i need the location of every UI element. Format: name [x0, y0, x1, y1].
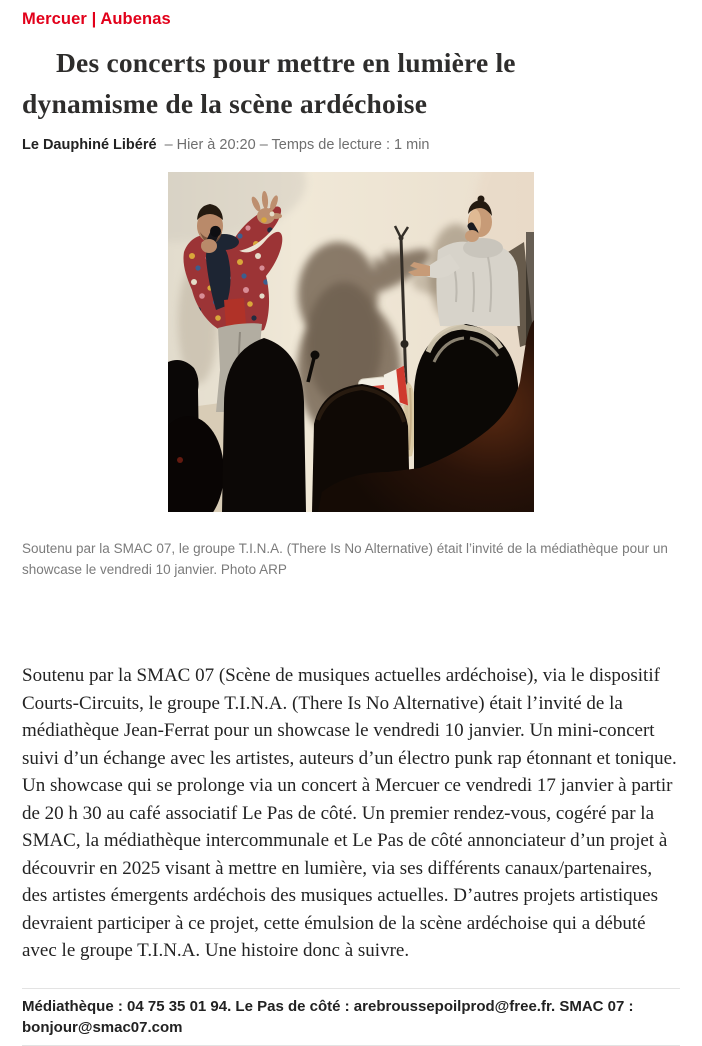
contact-line-1: Médiathèque : 04 75 35 01 94. Le Pas de côté : arebroussepoilprod@free.fr. SMAC 07 :: [22, 997, 634, 1015]
page-title: Des concerts pour mettre en lumière le dynamisme de la scène ardéchoise: [22, 47, 516, 119]
breadcrumb-kicker[interactable]: Mercuer | Aubenas: [22, 10, 171, 28]
article-figure: [22, 172, 680, 580]
byline: [22, 135, 680, 155]
byline-meta: – Hier à 20:20 – Temps de lecture : 1 min: [164, 137, 430, 153]
concert-photo[interactable]: [168, 172, 534, 512]
article-body: [22, 662, 680, 965]
concert-photo-illustration: [168, 172, 534, 512]
byline-source: Le Dauphiné Libéré: [22, 137, 157, 153]
photo-caption: Soutenu par la SMAC 07, le groupe T.I.N.A. (There Is No Alternative) était l’invité de la médiathèque pour un showcase le vendredi 10 janvier. Photo ARP: [22, 541, 668, 577]
contact-block: [22, 988, 680, 1046]
article-paragraph: Soutenu par la SMAC 07 (Scène de musiques actuelles ardéchoise), via le dispositif Courts-Circuits, le groupe T.I.N.A. (There Is No Alternative) était l’invité de la médiathèque Jean-Ferrat pour un showcase le vendredi 10 janvier. Un mini-concert suivi d’un échange avec les artistes, auteurs d’un électro punk rap étonnant et tonique. Un showcase qui se prolonge via un concert à Mercuer ce vendredi 17 janvier à partir de 20 h 30 au café associatif Le Pas de côté. Un premier rendez-vous, cogéré par la SMAC, la médiathèque intercommunale et Le Pas de côté annonciateur d’un projet à découvrir en 2025 visant à mettre en lumière, via ses différents canaux/partenaires, des artistes émergents ardéchois des musiques actuelles. D’autres projets artistiques devraient participer à ce projet, cette émulsion de la scène ardéchoise qui a débuté avec le groupe T.I.N.A. Une histoire donc à suivre.: [22, 665, 677, 961]
contact-line-2: bonjour@smac07.com: [22, 1019, 183, 1036]
contact-info: [22, 996, 680, 1039]
